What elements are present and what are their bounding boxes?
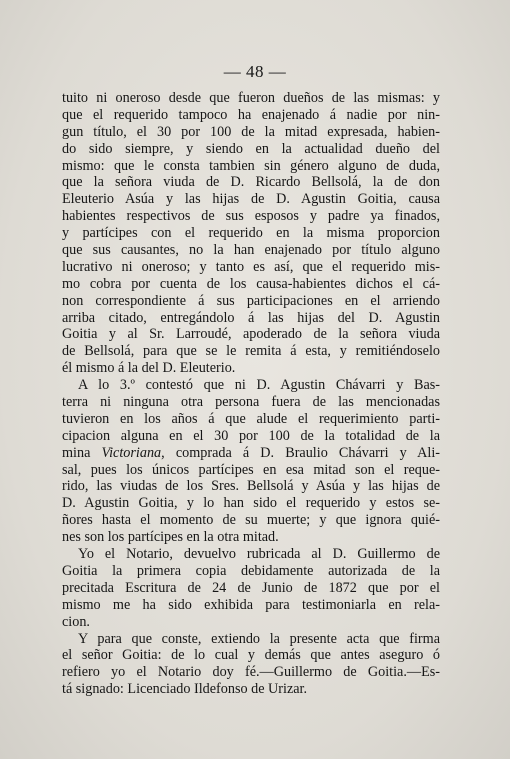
text-line: que sus causantes, no la han enajenado por título alguno: [62, 242, 440, 259]
paragraph-4: [62, 631, 440, 699]
paragraph-3: [62, 546, 440, 630]
text-line: gun título, el 30 por 100 de la mitad expresada, habien-: [62, 123, 440, 140]
text-line: tá signado: Licenciado Ildefonso de Urizar.: [62, 681, 308, 698]
text-line: arriba citado, entregándolo á las hijas del D. Agustin: [62, 309, 440, 326]
text-line: tuvieron en los años á que alude el requerimiento parti-: [62, 410, 440, 427]
text-line: él mismo á la del D. Eleuterio.: [62, 360, 236, 377]
text-line: ñores hasta el momento de su muerte; y que ignora quié-: [62, 512, 440, 529]
page-number: — 48 —: [223, 62, 287, 81]
text-line: refiero yo el Notario doy fé.—Guillermo de Goitia.—Es-: [62, 664, 440, 681]
text-line: mismo me ha sido exhibida para testimoniarla en rela-: [62, 596, 440, 613]
text-fragment: mina: [62, 444, 102, 461]
text-line: el señor Goitia: de lo cual y demás que antes aseguro ó: [62, 647, 440, 664]
text-line: terra ni ninguna otra persona fuera de las mencionadas: [62, 394, 440, 411]
text-line: [62, 445, 440, 462]
text-line: A lo 3.º contestó que ni D. Agustin Chávarri y Bas-: [78, 377, 440, 394]
text-line: nes son los partícipes en la otra mitad.: [62, 529, 279, 546]
text-line: que la señora viuda de D. Ricardo Bellsolá, la de don: [62, 174, 440, 191]
text-line: habientes respectivos de sus esposos y padre ya finados,: [62, 208, 440, 225]
text-line: cion.: [62, 613, 90, 630]
text-line: Y para que conste, extiendo la presente acta que firma: [78, 630, 440, 647]
body-text: [62, 90, 440, 698]
text-line: do sido siempre, y siendo en la actualidad dueño del: [62, 140, 440, 157]
text-line: mismo: que le consta tambien sin género alguno de duda,: [62, 157, 440, 174]
text-line: tuito ni oneroso desde que fueron dueños de las mismas: y: [62, 90, 440, 106]
text-line: Eleuterio Asúa y las hijas de D. Agustin Goitia, causa: [62, 191, 440, 208]
text-line: Goitia y al Sr. Larroudé, apoderado de la señora viuda: [62, 326, 440, 343]
text-line: que el requerido tampoco ha enajenado á nadie por nin-: [62, 106, 440, 123]
paragraph-1: [62, 90, 440, 377]
text-line: precitada Escritura de 24 de Junio de 1872 que por el: [62, 579, 440, 596]
text-line: mo cobra por cuenta de los causa-habientes dichos el cá-: [62, 275, 440, 292]
text-line: sal, pues los únicos partícipes en esa mitad son el reque-: [62, 461, 440, 478]
text-line: lucrativo ni oneroso; y tanto es así, que el requerido mis-: [62, 258, 440, 275]
text-line: Yo el Notario, devuelvo rubricada al D. Guillermo de: [78, 546, 440, 563]
text-line: de Bellsolá, para que se le remita á esta, y remitiéndoselo: [62, 343, 440, 360]
text-line: D. Agustin Goitia, y lo han sido el requerido y estos se-: [62, 495, 440, 512]
text-line: cipacion alguna en el 30 por 100 de la totalidad de la: [62, 427, 440, 444]
italic-mine-name: Victoriana: [101, 444, 162, 461]
paragraph-2: [62, 377, 440, 546]
text-line: Goitia la primera copia debidamente autorizada de la: [62, 562, 440, 579]
text-line: y partícipes con el requerido en la misma proporcion: [62, 225, 440, 242]
text-line: non correspondiente á sus participaciones en el arriendo: [62, 292, 440, 309]
text-fragment: , comprada á D. Braulio Chávarri y Ali-: [161, 444, 440, 461]
text-line: rido, las viudas de los Sres. Bellsolá y Asúa y las hijas de: [62, 478, 440, 495]
